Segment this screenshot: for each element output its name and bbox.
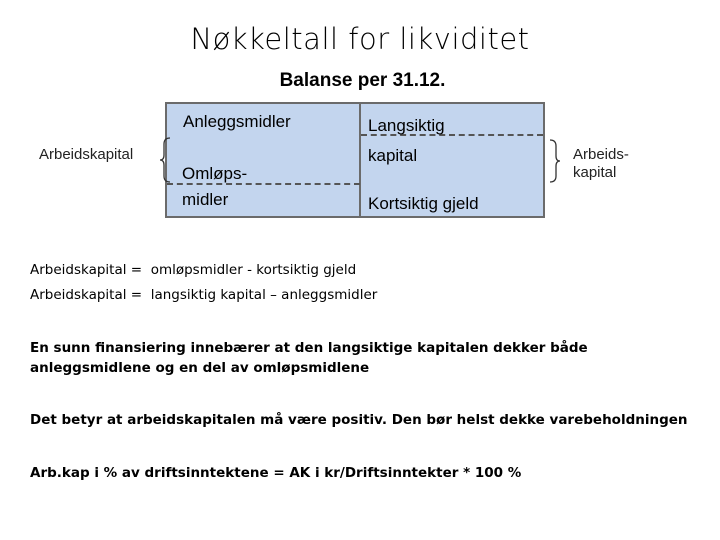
long-term-capital-label-line1: Langsiktig — [368, 116, 445, 135]
long-term-capital-label-line2: kapital — [368, 146, 418, 165]
fixed-assets-label: Anleggsmidler — [183, 112, 291, 131]
working-capital-label-right — [573, 146, 629, 182]
statement-working-capital-percent: Arb.kap i % av driftsinntektene = AK i kr/Driftsinntekter * 100 % — [30, 465, 522, 481]
statement-healthy-financing: En sunn finansiering innebærer at den langsiktige kapitalen dekker både anleggsmidlene og en del av omløpsmidlene — [30, 340, 588, 376]
formula-working-capital-1: Arbeidskapital = omløpsmidler - kortsiktig gjeld — [30, 262, 357, 278]
statement-positive-working-capital: Det betyr at arbeidskapitalen må være positiv. Den bør helst dekke varebeholdningen — [30, 412, 688, 428]
left-brace-icon — [158, 136, 172, 184]
formula-working-capital-2: Arbeidskapital = langsiktig kapital – anleggsmidler — [30, 287, 378, 303]
page-title: Nøkkeltall for likviditet — [190, 22, 530, 56]
current-assets-label-line1: Omløps- — [182, 164, 248, 183]
short-term-debt-label: Kortsiktig gjeld — [368, 194, 479, 213]
current-assets-label-line2: midler — [182, 190, 229, 209]
right-brace-icon — [548, 138, 562, 184]
working-capital-label-right-line1: Arbeids- — [573, 146, 629, 163]
working-capital-label-left: Arbeidskapital — [39, 146, 134, 163]
balance-subtitle: Balanse per 31.12. — [279, 70, 446, 91]
balance-divider — [359, 102, 361, 218]
working-capital-label-right-line2: kapital — [573, 164, 617, 181]
